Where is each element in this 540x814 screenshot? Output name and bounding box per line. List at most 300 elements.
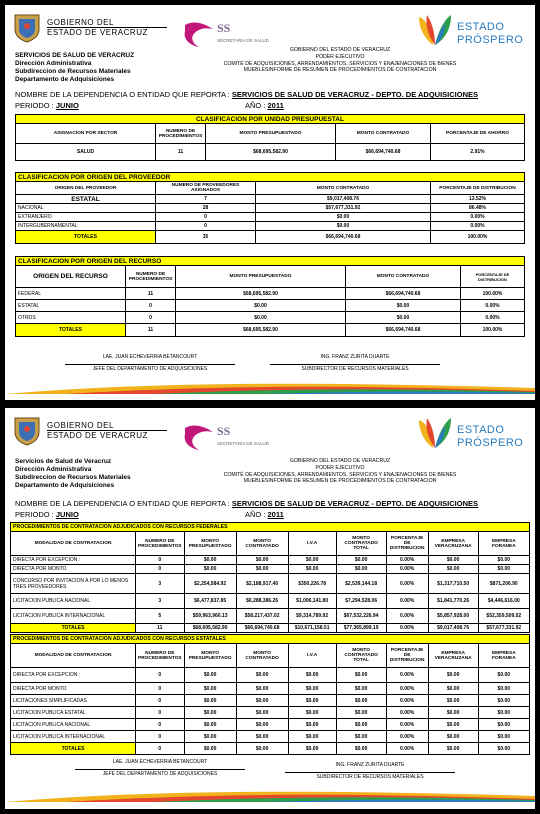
table-cell: $1,317,710.50: [428, 574, 478, 594]
table-cell: $2,188,917.40: [236, 574, 288, 594]
table-cell: LICITACIONES SIMPLIFICADAS: [11, 695, 136, 707]
table-cell: $0.00: [288, 707, 336, 719]
government-heading: [145, 47, 535, 74]
col-header: NUMERO DE PROCEDIMIENTOS: [126, 266, 176, 288]
gov-line-3: COMITÉ DE ADQUISICIONES, ARRENDAMIENTOS, SERVICIOS Y ENAJENACIONES DE BIENES: [223, 60, 457, 67]
table-cell: $77,365,899.19: [336, 624, 386, 633]
table-cell: ESTATAL: [16, 195, 156, 204]
col-header: EMPRESA VERACRUZANA: [428, 532, 478, 556]
gov-line-4: MUEBLESINFORME DE RESUMEN DE PROCEDIMIENTOS DE CONTRATACION: [243, 67, 437, 74]
estado-prospero-logo: [415, 13, 530, 51]
table-cell: $0.00: [336, 695, 386, 707]
table-row: [11, 574, 530, 594]
table-cell: 2.91%: [431, 144, 525, 161]
table-cell: 0.00%: [461, 312, 525, 324]
col-header: NUMERO DE PROCEDIMIENTOS: [156, 124, 206, 144]
department-block: [15, 458, 131, 490]
table-cell: $0.00: [428, 683, 478, 695]
table-cell: 0.00%: [386, 707, 428, 719]
report-page-2: [5, 408, 535, 809]
table-cell: $5,857,928.00: [428, 609, 478, 624]
table-cell: 0.00%: [386, 683, 428, 695]
col-header: NUMERO DE PROVEEDORES ASIGNADOS: [156, 182, 256, 195]
table-cell: 100.00%: [431, 231, 525, 244]
table-cell: $0.00: [236, 695, 288, 707]
totals-row: [16, 324, 525, 337]
table-cell: LICITACION PUBLICA NACIONAL: [11, 719, 136, 731]
table-cell: 0.00%: [431, 213, 525, 222]
table-cell: $66,694,740.68: [346, 324, 461, 337]
dept-line-1: SERVICIOS DE SALUD DE VERACRUZ: [15, 52, 135, 59]
col-header: MONTO PRESUPUESTADO: [206, 124, 336, 144]
dept-line-4: Departamento de Adquisiciones: [15, 76, 115, 83]
col-header: EMPRESA FORANEA: [478, 532, 529, 556]
table-cell: $0.00: [428, 743, 478, 755]
table-cell: $6,477,837.85: [184, 594, 236, 609]
totals-row: [11, 624, 530, 633]
veracruz-logo: [11, 416, 176, 446]
col-header: MONTO CONTRATADO: [346, 266, 461, 288]
table-cell: $0.00: [336, 707, 386, 719]
gov-line-2: PODER EJECUTIVO: [315, 53, 365, 60]
table-cell: DIRECTA POR MONTO: [11, 565, 136, 574]
table-cell: $0.00: [478, 743, 529, 755]
signature-line-2: [285, 772, 455, 773]
table-cell: $0.00: [478, 668, 529, 683]
period-label: PERIODO :: [15, 101, 54, 110]
period-value: JUNIO: [55, 510, 79, 519]
dept-line-3: Subdireccion de Recursos Materiales: [15, 474, 131, 481]
table-cell: $52,359,509.02: [478, 609, 529, 624]
table-row: [11, 609, 530, 624]
table-cell: CONCURSO POR INVITACION A POR LO MENOS TRES PROVEEDORES: [11, 574, 136, 594]
color-band: [5, 380, 535, 394]
table-cell: $0.00: [288, 695, 336, 707]
table-cell: $58,217,437.02: [236, 609, 288, 624]
table-cell: $66,694,740.68: [336, 144, 431, 161]
table-cell: DIRECTA POR MONTO: [11, 683, 136, 695]
table-cell: $0.00: [288, 556, 336, 565]
table-cell: 0.00%: [461, 300, 525, 312]
table-cell: 0: [126, 312, 176, 324]
estado-text: ESTADO: [457, 21, 505, 33]
table-cell: $0.00: [184, 556, 236, 565]
table-cell: $0.00: [236, 719, 288, 731]
entity-value: SERVICIOS DE SALUD DE VERACRUZ - DEPTO. DE ADQUISICIONES: [231, 499, 479, 508]
table-row: [11, 683, 530, 695]
table-cell: 0: [126, 300, 176, 312]
table-cell: $0.00: [336, 565, 386, 574]
veracruz-shield-icon: [11, 13, 43, 43]
estado-prospero-logo: [415, 416, 530, 454]
dept-line-4: Departamento de Adquisiciones: [15, 482, 115, 489]
table-cell: $0.00: [184, 707, 236, 719]
table-row: [16, 204, 525, 213]
table-cell: $0.00: [288, 743, 336, 755]
table-cell: $0.00: [176, 300, 346, 312]
ss-title: SS: [217, 424, 231, 438]
col-header: I.V.A: [288, 644, 336, 668]
totals-row: [16, 231, 525, 244]
year-line: [245, 510, 284, 519]
table-cell: 0.00%: [386, 624, 428, 633]
col-header: MONTO PRESUPUESTADO: [184, 644, 236, 668]
table-cell: $0.00: [346, 312, 461, 324]
col-header: MONTO PRESUPUESTADO: [176, 266, 346, 288]
gobierno-text-2: ESTADO DE VERACRUZ: [47, 431, 148, 440]
table-cell: $0.00: [478, 683, 529, 695]
table-cell: SALUD: [16, 144, 156, 161]
table-cell: $0.00: [478, 707, 529, 719]
table-cell: $7,294,528.06: [336, 594, 386, 609]
prospero-leaves-icon: [415, 13, 455, 51]
table-cell: $68,695,582.90: [184, 624, 236, 633]
col-header: ASIGNACION POR SECTOR: [16, 124, 156, 144]
table-cell: $9,017,408.76: [428, 624, 478, 633]
period-label: PERIODO :: [15, 510, 54, 519]
table-cell: $0.00: [336, 556, 386, 565]
table-cell: $0.00: [478, 731, 529, 743]
estado-text: ESTADO: [457, 424, 505, 436]
col-header: ORIGEN DEL PROVEEDOR: [16, 182, 156, 195]
col-header: EMPRESA VERACRUZANA: [428, 644, 478, 668]
table-cell: $66,694,740.68: [236, 624, 288, 633]
prospero-leaves-icon: [415, 416, 455, 454]
government-heading: [145, 458, 535, 485]
table-cell: 0: [136, 743, 185, 755]
table-cell: $68,695,582.90: [176, 324, 346, 337]
table-cell: LICITACION PUBLICA INTERNACIONAL: [11, 609, 136, 624]
gov-line-4: MUEBLESINFORME DE RESUMEN DE PROCEDIMIENTOS DE CONTRATACION: [243, 478, 437, 485]
table-cell: $0.00: [288, 731, 336, 743]
ss-subtitle: SECRETARÍA DE SALUD: [217, 38, 269, 43]
table-cell: 0.00%: [386, 695, 428, 707]
table-cell: 0.00%: [386, 731, 428, 743]
signature-name-1: LAE. JUAN ECHEVERRIA BETANCOURT: [102, 354, 198, 360]
prospero-text: PRÓSPERO: [457, 437, 524, 449]
table-cell: $0.00: [346, 300, 461, 312]
gov-line-3: COMITÉ DE ADQUISICIONES, ARRENDAMIENTOS, SERVICIOS Y ENAJENACIONES DE BIENES: [223, 471, 457, 478]
table-origen-proveedor: [15, 172, 525, 244]
table-cell: $0.00: [184, 695, 236, 707]
table-row: [11, 707, 530, 719]
period-line: [15, 101, 79, 110]
table-cell: $0.00: [184, 731, 236, 743]
table-recursos-federales: [10, 522, 530, 633]
table-cell: $0.00: [256, 213, 431, 222]
col-header: NUMERO DE PROCEDIMIENTOS: [136, 532, 185, 556]
signature-title-2: SUBDIRECTOR DE RECURSOS MATERIALES: [301, 366, 409, 372]
table-cell: $66,694,740.68: [346, 288, 461, 300]
table-cell: LICITACION PUBLICA INTERNACIONAL: [11, 731, 136, 743]
totals-label: TOTALES: [11, 624, 136, 633]
table-cell: $0.00: [336, 731, 386, 743]
col-header: PORCENTAJE DE DISTRIBUCION: [386, 644, 428, 668]
table-row: [11, 668, 530, 683]
ss-subtitle: SECRETARÍA DE SALUD: [217, 441, 269, 446]
table-cell: $0.00: [478, 565, 529, 574]
entity-label: NOMBRE DE LA DEPENDENCIA O ENTIDAD QUE REPORTA :: [15, 499, 230, 508]
table-cell: $0.00: [184, 668, 236, 683]
table-cell: 11: [136, 624, 185, 633]
table-cell: DIRECTA POR EXCEPCION :: [11, 668, 136, 683]
ss-swoosh-icon: [183, 422, 215, 452]
table-cell: $4,446,616.00: [478, 594, 529, 609]
table-row: [16, 312, 525, 324]
year-line: [245, 101, 284, 110]
table-row: [11, 565, 530, 574]
table-cell: 100.00%: [461, 324, 525, 337]
dept-line-2: Dirección Administrativa: [15, 466, 92, 473]
col-header: MONTO CONTRATADO: [336, 124, 431, 144]
table-cell: $0.00: [478, 695, 529, 707]
table-cell: 0.00%: [386, 609, 428, 624]
table-cell: $0.00: [428, 556, 478, 565]
table-recursos-estatales: [10, 634, 530, 755]
table-cell: 13.52%: [431, 195, 525, 204]
entity-value: SERVICIOS DE SALUD DE VERACRUZ - DEPTO. DE ADQUISICIONES: [231, 90, 479, 99]
table-cell: 5: [136, 609, 185, 624]
signature-title-1: JEFE DEL DEPARTAMENTO DE ADQUISICIONES: [102, 771, 218, 777]
veracruz-shield-icon: [11, 416, 43, 446]
table-cell: $66,694,740.68: [256, 231, 431, 244]
veracruz-logo: [11, 13, 176, 43]
table-cell: 0: [156, 222, 256, 231]
table-row: [11, 731, 530, 743]
table-cell: $0.00: [184, 719, 236, 731]
table-cell: $0.00: [428, 695, 478, 707]
signature-name-2: ING. FRANZ ZURITA DUARTE: [320, 354, 390, 360]
section-title: CLASIFICACION POR ORIGEN DEL PROVEEDOR: [16, 173, 525, 182]
table-cell: $0.00: [236, 707, 288, 719]
table-cell: $871,206.90: [478, 574, 529, 594]
table-cell: $68,695,582.90: [206, 144, 336, 161]
table-cell: 3: [136, 574, 185, 594]
table-row: [16, 222, 525, 231]
table-cell: $0.00: [478, 556, 529, 565]
table-cell: $0.00: [428, 668, 478, 683]
table-cell: $0.00: [336, 743, 386, 755]
table-cell: $57,677,331.92: [478, 624, 529, 633]
table-cell: $68,695,582.90: [176, 288, 346, 300]
table-cell: $0.00: [236, 683, 288, 695]
table-cell: $0.00: [428, 719, 478, 731]
table-cell: OTROS: [16, 312, 126, 324]
table-cell: INTERGUBERNAMENTAL: [16, 222, 156, 231]
entity-line: [15, 499, 478, 508]
table-cell: 0.00%: [386, 574, 428, 594]
table-cell: 7: [156, 195, 256, 204]
table-cell: $0.00: [236, 731, 288, 743]
table-cell: $1,006,141.80: [288, 594, 336, 609]
col-header: NUMERO DE PROCEDIMIENTOS: [136, 644, 185, 668]
totals-label: TOTALES: [11, 743, 136, 755]
table-row: [11, 594, 530, 609]
col-header: EMPRESA FORANEA: [478, 644, 529, 668]
table-cell: $0.00: [236, 565, 288, 574]
table-cell: 0: [136, 707, 185, 719]
table-cell: $0.00: [336, 683, 386, 695]
color-band: [5, 788, 535, 802]
totals-row: [11, 743, 530, 755]
year-value: 2011: [267, 510, 284, 519]
table-cell: 0: [136, 668, 185, 683]
table-cell: $1,841,770.26: [428, 594, 478, 609]
ss-logo: [183, 19, 283, 49]
table-cell: $6,288,386.26: [236, 594, 288, 609]
dept-line-1: Servicios de Salud de Veracruz: [15, 458, 112, 465]
signature-line-1: [75, 769, 245, 770]
table-cell: $0.00: [236, 743, 288, 755]
table-cell: 35: [156, 231, 256, 244]
table-cell: 11: [126, 324, 176, 337]
table-row: [16, 288, 525, 300]
ss-logo: [183, 422, 283, 452]
dept-line-3: Subdireccion de Recursos Materiales: [15, 68, 131, 75]
gov-line-2: PODER EJECUTIVO: [315, 464, 365, 471]
table-cell: $2,539,144.18: [336, 574, 386, 594]
table-cell: DIRECTA POR EXCEPCION :: [11, 556, 136, 565]
col-header: MONTO CONTRATADO TOTAL: [336, 532, 386, 556]
table-cell: $9,314,789.92: [288, 609, 336, 624]
table-cell: 0.00%: [386, 565, 428, 574]
table-cell: 0: [136, 731, 185, 743]
gov-line-1: GOBIERNO DEL ESTADO DE VERACRUZ: [289, 458, 391, 464]
signature-name-1: LAE. JUAN ECHEVERRIA BETANCOURT: [112, 759, 208, 765]
table-cell: LICITACION PUBLICA ESTATAL: [11, 707, 136, 719]
table-cell: 0: [136, 719, 185, 731]
table-cell: $59,963,960.13: [184, 609, 236, 624]
prospero-text: PRÓSPERO: [457, 34, 524, 46]
col-header: MODALIDAD DE CONTRATACION: [11, 644, 136, 668]
gov-line-1: GOBIERNO DEL ESTADO DE VERACRUZ: [289, 47, 391, 53]
col-header: ORIGEN DEL RECURSO: [16, 266, 126, 288]
signature-title-1: JEFE DEL DEPARTAMENTO DE ADQUISICIONES: [92, 366, 208, 372]
signature-title-2: SUBDIRECTOR DE RECURSOS MATERIALES: [316, 774, 424, 780]
table-cell: 11: [156, 144, 206, 161]
entity-line: [15, 90, 478, 99]
table-cell: $0.00: [288, 683, 336, 695]
table-row: [11, 695, 530, 707]
table-cell: $0.00: [288, 719, 336, 731]
table-cell: 0: [156, 213, 256, 222]
col-header: PORCENTAJE DE DISTRIBUCION: [461, 266, 525, 288]
report-page-1: [5, 5, 535, 400]
totals-label: TOTALES: [16, 231, 156, 244]
section-title: PROCEDIMIENTOS DE CONTRATACION ADJUDICADOS CON RECURSOS ESTATALES: [11, 635, 530, 644]
ss-title: SS: [217, 21, 231, 35]
col-header: MONTO CONTRATADO: [236, 644, 288, 668]
table-origen-recurso: [15, 256, 525, 337]
table-cell: 0: [136, 683, 185, 695]
table-cell: NACIONAL: [16, 204, 156, 213]
col-header: MONTO CONTRATADO TOTAL: [336, 644, 386, 668]
table-cell: 0.00%: [431, 222, 525, 231]
period-line: [15, 510, 79, 519]
table-cell: ESTATAL: [16, 300, 126, 312]
table-cell: $0.00: [176, 312, 346, 324]
ss-swoosh-icon: [183, 19, 215, 49]
table-cell: $0.00: [428, 707, 478, 719]
table-unidad-presupuestal: [15, 114, 525, 161]
table-cell: $0.00: [336, 668, 386, 683]
table-cell: $57,677,331.92: [256, 204, 431, 213]
table-cell: 0: [136, 695, 185, 707]
table-row: [11, 556, 530, 565]
table-cell: 28: [156, 204, 256, 213]
table-cell: 0: [136, 565, 185, 574]
col-header: PORCENTAJE DE DISTRIBUCION: [431, 182, 525, 195]
col-header: MONTO CONTRATADO: [256, 182, 431, 195]
table-cell: $9,017,408.76: [256, 195, 431, 204]
table-cell: $0.00: [288, 668, 336, 683]
section-title: CLASIFICACION POR ORIGEN DEL RECURSO: [16, 257, 525, 266]
signature-line-2: [270, 364, 440, 365]
table-row: [11, 719, 530, 731]
table-row: [16, 300, 525, 312]
table-cell: 0.00%: [386, 668, 428, 683]
table-cell: 3: [136, 594, 185, 609]
year-value: 2011: [267, 101, 284, 110]
table-cell: LICITACION PUBLICA NACIONAL: [11, 594, 136, 609]
table-cell: 11: [126, 288, 176, 300]
table-cell: FEDERAL: [16, 288, 126, 300]
table-cell: $0.00: [478, 719, 529, 731]
table-cell: 0.00%: [386, 594, 428, 609]
col-header: MONTO PRESUPUESTADO: [184, 532, 236, 556]
period-value: JUNIO: [55, 101, 79, 110]
col-header: I.V.A: [288, 532, 336, 556]
table-cell: $0.00: [256, 222, 431, 231]
table-cell: $0.00: [184, 683, 236, 695]
table-cell: $0.00: [236, 556, 288, 565]
table-cell: $0.00: [184, 743, 236, 755]
table-row: [16, 213, 525, 222]
col-header: MODALIDAD DE CONTRATACION: [11, 532, 136, 556]
department-block: [15, 52, 134, 84]
table-cell: 0: [136, 556, 185, 565]
signature-name-2: ING. FRANZ ZURITA DUARTE: [335, 762, 405, 768]
signature-line-1: [65, 364, 235, 365]
gobierno-text-1: GOBIERNO DEL: [47, 18, 114, 27]
table-cell: 0.00%: [386, 556, 428, 565]
table-cell: 0.00%: [386, 743, 428, 755]
table-cell: $67,532,226.94: [336, 609, 386, 624]
table-cell: EXTRANJERO: [16, 213, 156, 222]
table-cell: $0.00: [236, 668, 288, 683]
col-header: PORCENTAJE DE DISTRIBUCION: [386, 532, 428, 556]
table-row: [16, 195, 525, 204]
table-cell: $0.00: [428, 731, 478, 743]
table-cell: $0.00: [428, 565, 478, 574]
table-cell: 100.00%: [461, 288, 525, 300]
gobierno-text-2: ESTADO DE VERACRUZ: [47, 28, 148, 37]
table-cell: 86.48%: [431, 204, 525, 213]
gobierno-text-1: GOBIERNO DEL: [47, 421, 114, 430]
table-cell: $0.00: [336, 719, 386, 731]
table-cell: $10,671,158.51: [288, 624, 336, 633]
table-cell: $0.00: [184, 565, 236, 574]
col-header: PORCENTAJE DE AHORRO: [431, 124, 525, 144]
table-cell: $0.00: [288, 565, 336, 574]
year-label: AÑO :: [245, 101, 266, 110]
section-title: PROCEDIMIENTOS DE CONTRATACION ADJUDICADOS CON RECURSOS FEDERALES: [11, 523, 530, 532]
table-cell: $350,226.78: [288, 574, 336, 594]
dept-line-2: Dirección Administrativa: [15, 60, 92, 67]
section-title: CLASIFICACION POR UNIDAD PRESUPUESTAL: [16, 115, 525, 124]
year-label: AÑO :: [245, 510, 266, 519]
col-header: MONTO CONTRATADO: [236, 532, 288, 556]
